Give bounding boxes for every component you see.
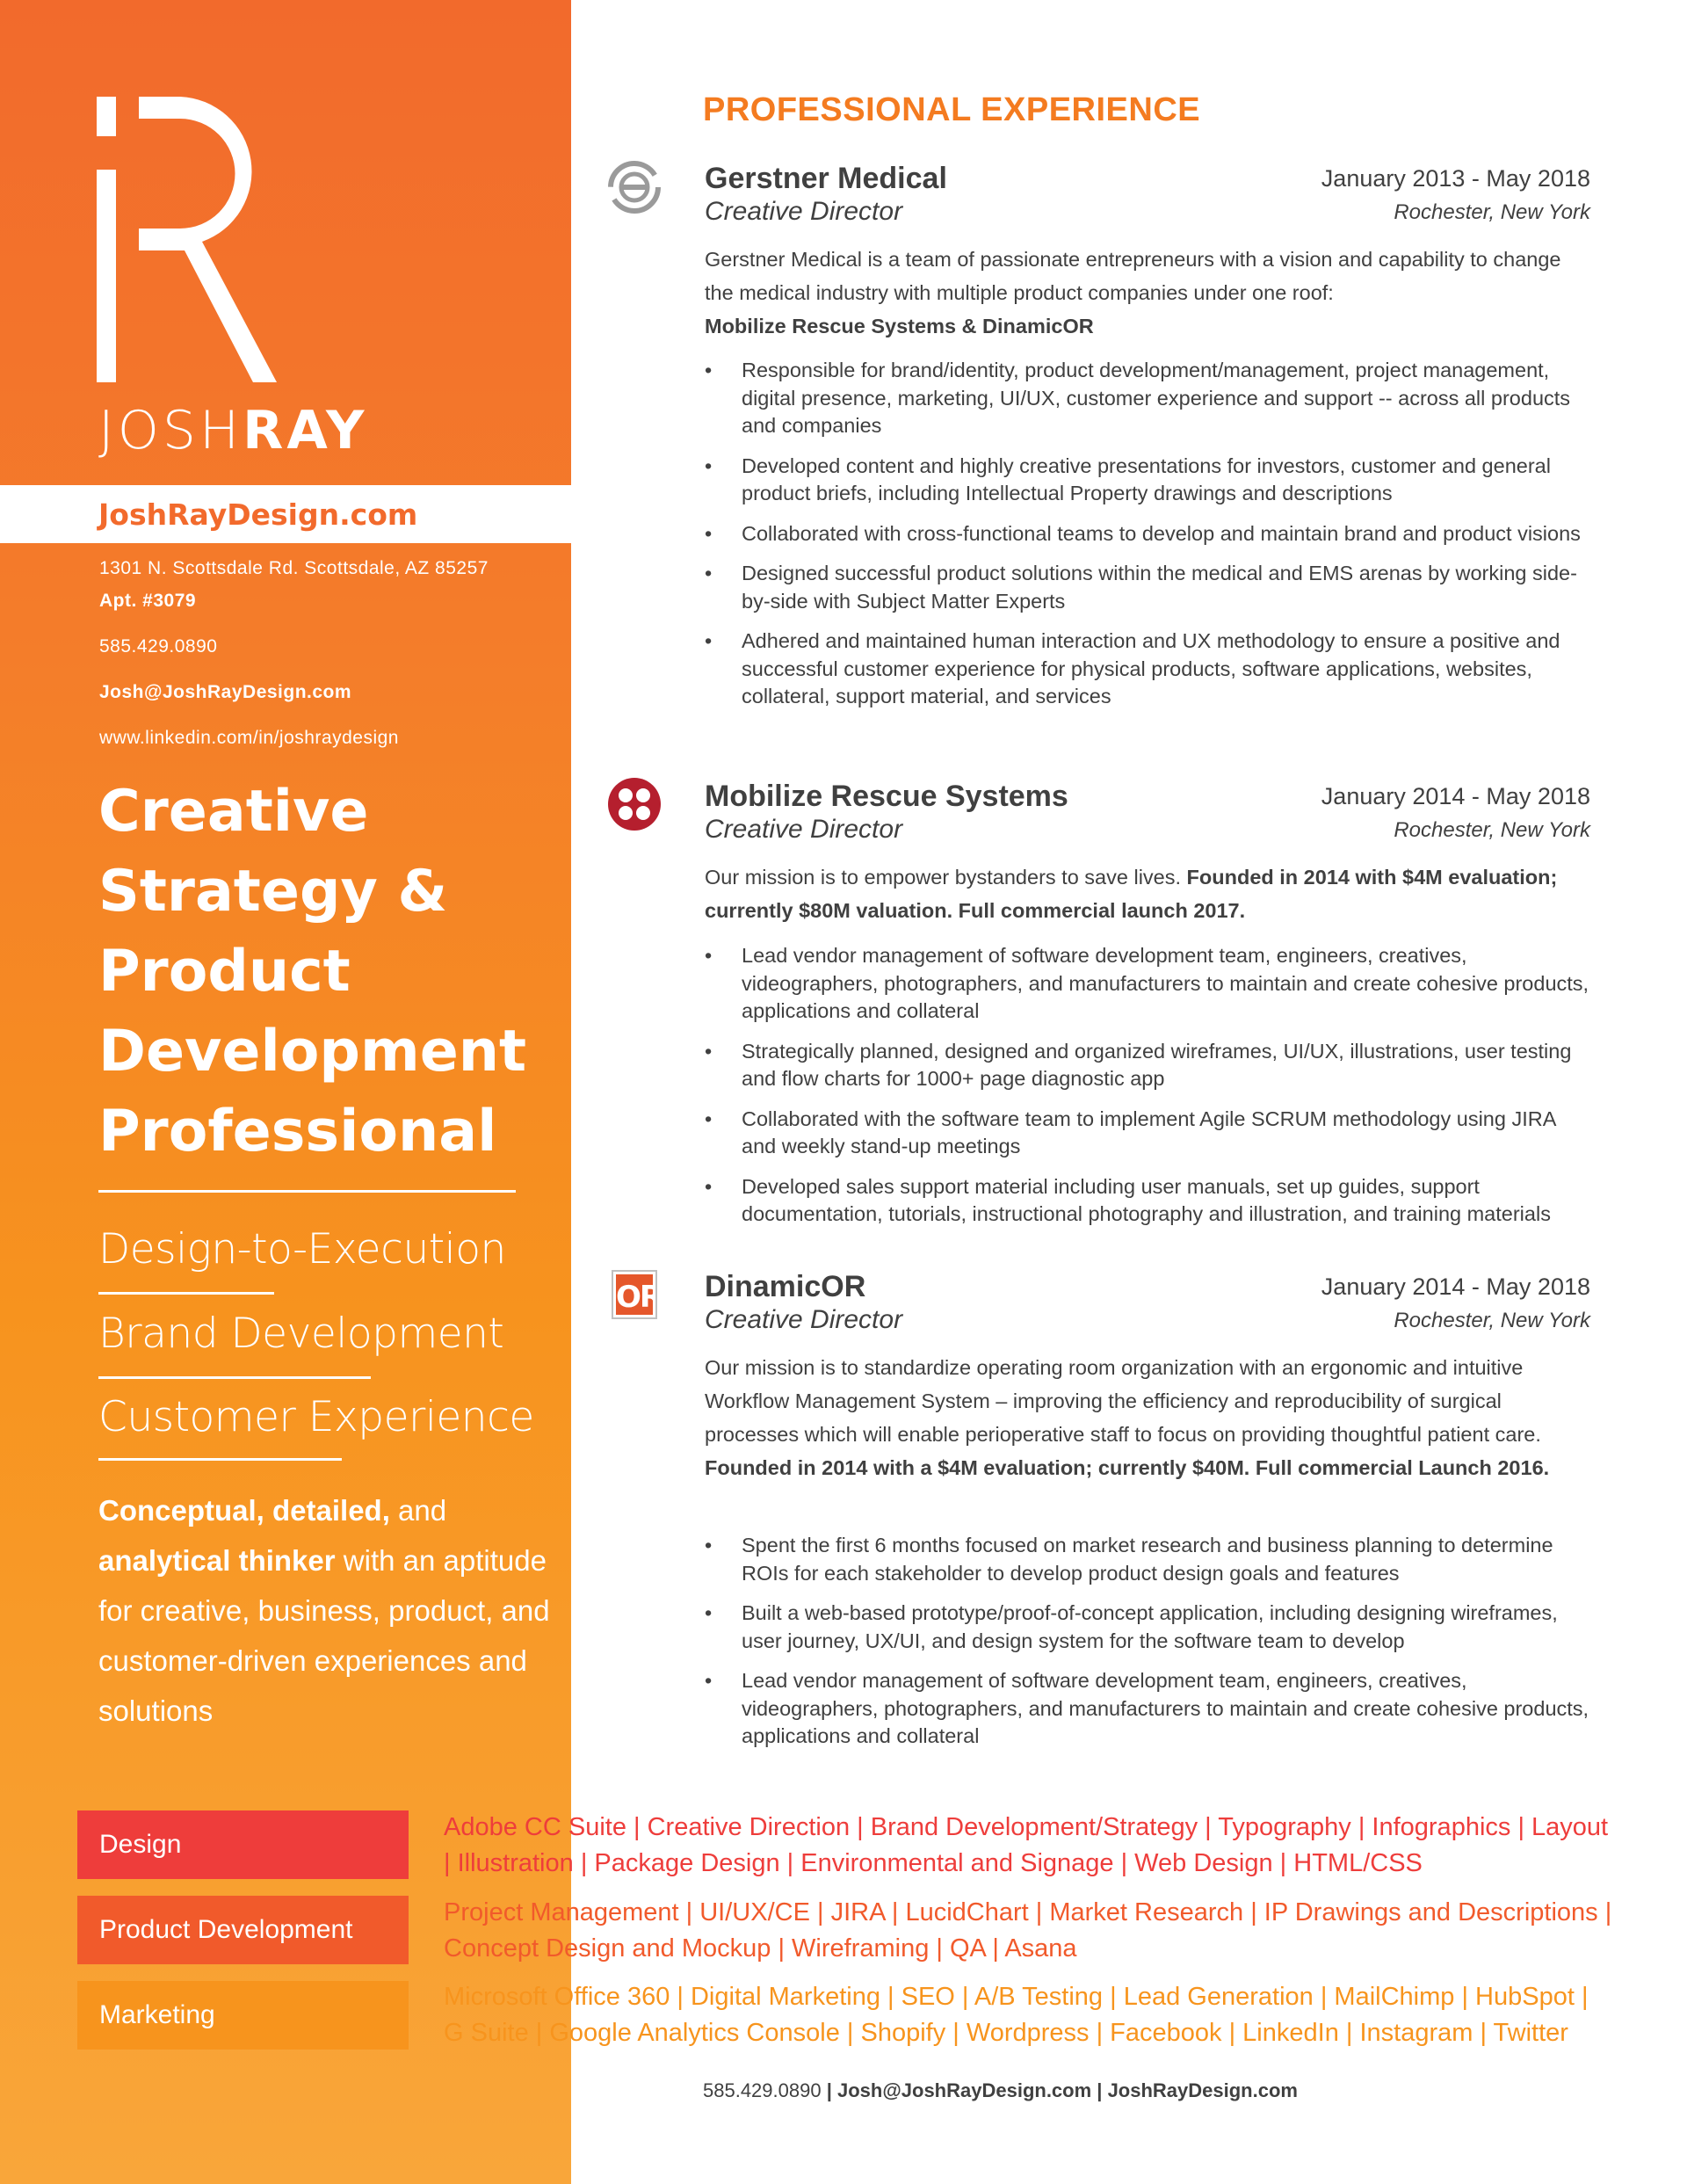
list-item: • Designed successful product solutions within the medical and EMS arenas by working side-by-side with Subject Matter Experts — [705, 560, 1590, 615]
apartment: Apt. #3079 — [99, 591, 197, 611]
job-location: Rochester, New York — [1394, 818, 1590, 842]
jr-logo-icon — [97, 97, 281, 382]
skill-list-product-development: Project Management | UI/UX/CE | JIRA | LucidChart | Market Research | IP Drawings and Descriptions | Concept Design and Mockup | Wireframing | QA | Asana — [444, 1898, 1612, 1963]
job-bullets — [705, 357, 1590, 723]
list-item: • Strategically planned, designed and organized wireframes, UI/UX, illustrations, user testing and flow charts for 1000+ page diagnostic app — [705, 1038, 1590, 1093]
job-location: Rochester, New York — [1394, 200, 1590, 224]
job-description: Gerstner Medical is a team of passionate entrepreneurs with a vision and capability to change the medical industry with multiple product companies under one roof: Mobilize Rescue Systems & DinamicOR — [705, 248, 1561, 337]
tagline: Customer Experience — [98, 1393, 534, 1441]
job-dates: January 2013 - May 2018 — [1321, 165, 1590, 192]
tagline: Brand Development — [98, 1310, 504, 1358]
website-band — [0, 485, 571, 543]
job-dates: January 2014 - May 2018 — [1321, 1273, 1590, 1300]
headline: Creative Strategy & Product Development Professional — [98, 779, 527, 1165]
skill-list-marketing: Microsoft Office 360 | Digital Marketing | SEO | A/B Testing | Lead Generation | MailChimp | HubSpot | G Suite | Google Analytics Console | Shopify | Wordpress | Facebook | LinkedIn | Instagram | Twitter — [444, 1983, 1589, 2047]
job-bullets — [705, 942, 1590, 1241]
job-entry — [606, 780, 1590, 1237]
job-description: Our mission is to standardize operating room organization with an ergonomic and intuitive Workflow Management System – improving the efficiency and reproducibility of surgical processes which will enable perioperative staff to focus on providing thoughtful patient care. Founded in 2014 with a $4M evaluation; currently $40M. Full commercial Launch 2016. — [705, 1356, 1550, 1479]
list-item: • Developed sales support material including user manuals, set up guides, support documentation, tutorials, instructional photography and illustration, and training materials — [705, 1173, 1590, 1229]
divider — [98, 1190, 516, 1193]
skill-label-design: Design — [77, 1810, 409, 1879]
list-item: • Responsible for brand/identity, product development/management, project management, digital presence, marketing, UI/UX, customer experience and support -- across all products and companies — [705, 357, 1590, 440]
skill-label-product-development: Product Development — [77, 1896, 409, 1964]
job-location: Rochester, New York — [1394, 1309, 1590, 1332]
list-item: • Adhered and maintained human interaction and UX methodology to ensure a positive and successful customer experience for physical products, software applications, websites, collateral, support material, and services — [705, 628, 1590, 711]
list-item: • Lead vendor management of software development team, engineers, creatives, videographers, photographers, and manufacturers to maintain and create cohesive products, applications and collateral — [705, 942, 1590, 1026]
skill-list-design: Adobe CC Suite | Creative Direction | Brand Development/Strategy | Typography | Infographics | Layout | Illustration | Package Design | Environmental and Signage | Web Design | HTML/CSS — [444, 1813, 1609, 1877]
company-name: DinamicOR — [705, 1270, 866, 1303]
divider — [98, 1292, 274, 1295]
dinamicor-logo-icon: OR — [613, 1272, 655, 1317]
list-item: • Collaborated with cross-functional teams to develop and maintain brand and product visions — [705, 520, 1590, 548]
tagline: Design-to-Execution — [98, 1225, 506, 1273]
job-role: Creative Director — [705, 1305, 903, 1334]
logo-name: JOSHRAY — [98, 400, 368, 461]
job-entry — [606, 162, 1590, 742]
job-entry — [606, 1270, 1590, 1762]
job-bullets — [705, 1532, 1590, 1763]
phone: 585.429.0890 — [99, 636, 218, 657]
footer-contact: 585.429.0890 | Josh@JoshRayDesign.com | JoshRayDesign.com — [703, 2079, 1298, 2101]
email-link[interactable]: Josh@JoshRayDesign.com — [99, 682, 352, 702]
address: 1301 N. Scottsdale Rd. Scottsdale, AZ 85257 — [99, 558, 489, 578]
company-name: Mobilize Rescue Systems — [705, 780, 1068, 813]
job-role: Creative Director — [705, 197, 903, 226]
section-title: PROFESSIONAL EXPERIENCE — [703, 91, 1201, 128]
list-item: • Built a web-based prototype/proof-of-concept application, including designing wireframes, user journey, UX/UI, and design system for the software team to develop — [705, 1600, 1590, 1655]
list-item: • Spent the first 6 months focused on market research and business planning to determine ROIs for each stakeholder to develop product design goals and features — [705, 1532, 1590, 1587]
job-dates: January 2014 - May 2018 — [1321, 783, 1590, 809]
company-name: Gerstner Medical — [705, 162, 947, 195]
job-description: Our mission is to empower bystanders to save lives. Founded in 2014 with $4M evaluation; currently $80M valuation. Full commercial launch 2017. — [705, 866, 1558, 922]
summary: Conceptual, detailed, and analytical thinker with an aptitude for creative, business, product, and customer-driven experiences and solutions — [98, 1494, 550, 1727]
mobilize-logo-icon — [606, 776, 662, 832]
list-item: • Collaborated with the software team to implement Agile SCRUM methodology using JIRA and weekly stand-up meetings — [705, 1106, 1590, 1161]
divider — [98, 1376, 371, 1379]
list-item: • Developed content and highly creative presentations for investors, customer and general product briefs, including Intellectual Property drawings and descriptions — [705, 453, 1590, 508]
list-item: • Lead vendor management of software development team, engineers, creatives, videographers, photographers, and manufacturers to maintain and create cohesive products, applications and collateral — [705, 1667, 1590, 1751]
website-link[interactable]: JoshRayDesign.com — [98, 497, 418, 532]
skill-label-marketing: Marketing — [77, 1981, 409, 2050]
gerstner-logo-icon — [606, 159, 662, 215]
linkedin-link[interactable]: www.linkedin.com/in/joshraydesign — [99, 728, 399, 748]
divider — [98, 1458, 342, 1461]
job-role: Creative Director — [705, 815, 903, 844]
